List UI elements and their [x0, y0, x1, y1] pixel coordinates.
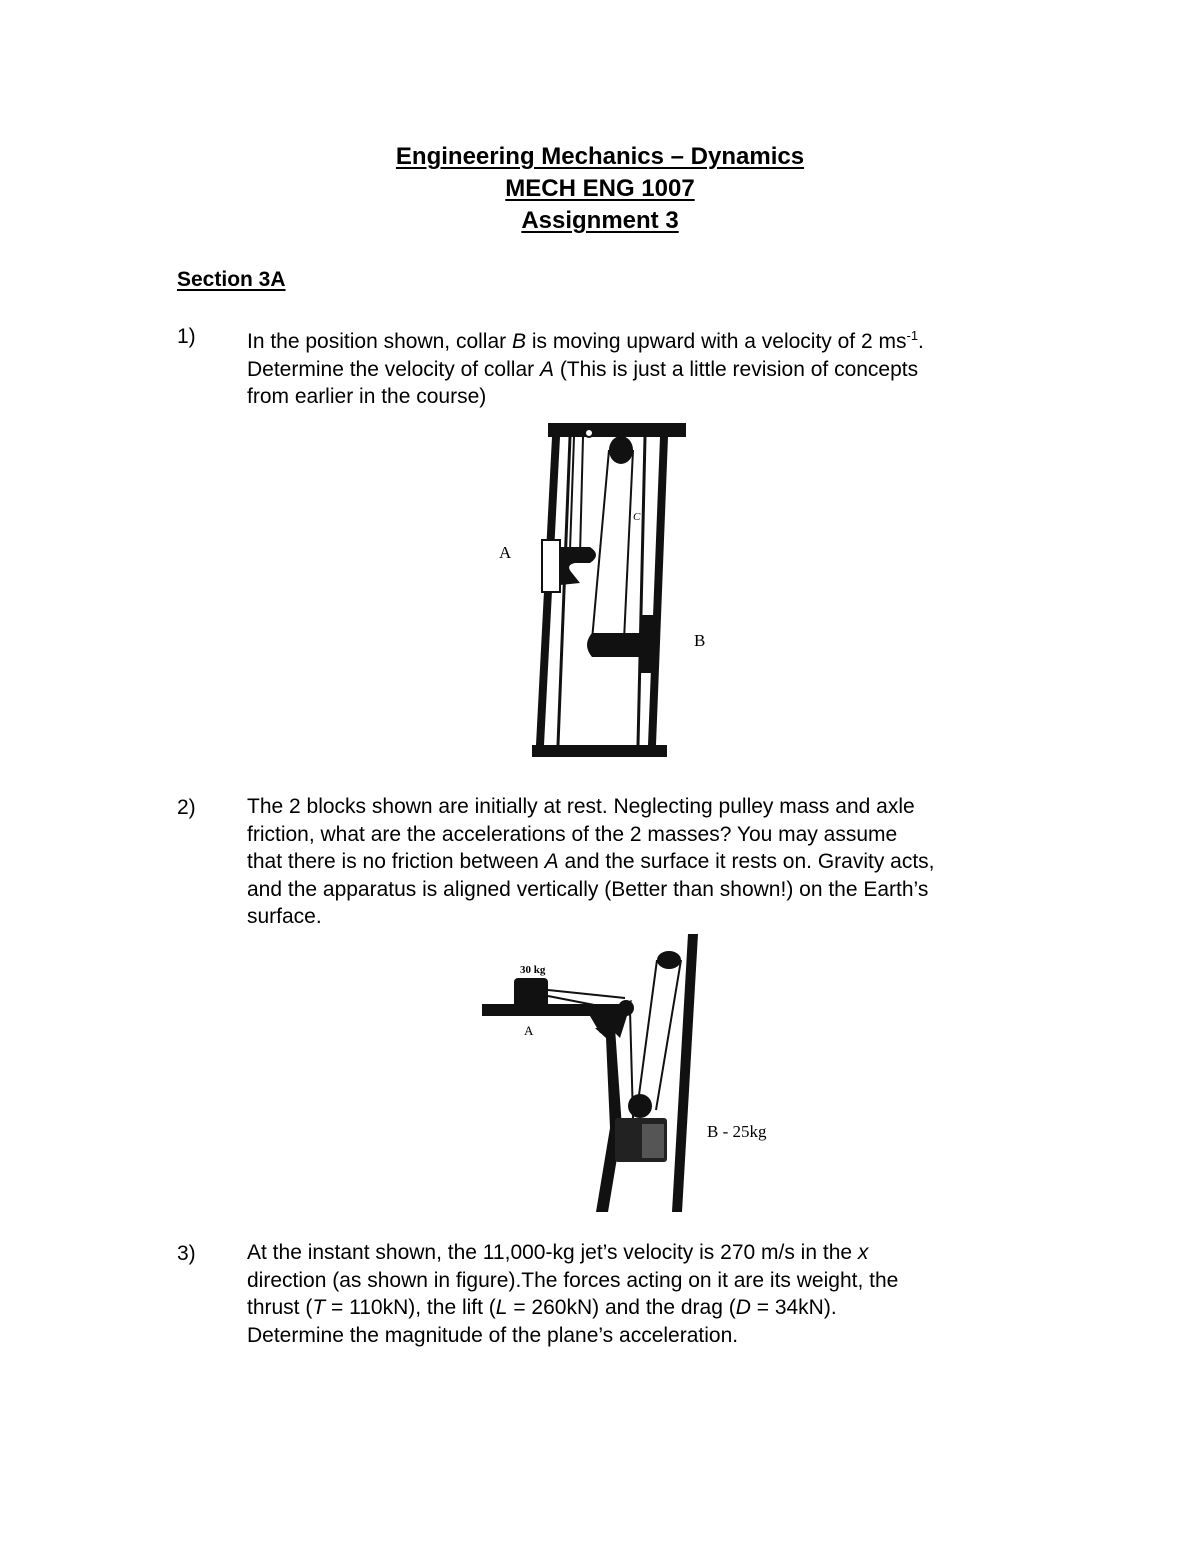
title-block — [0, 141, 1200, 237]
q3-text-part: = 110kN), the lift ( — [325, 1296, 496, 1319]
question-1-text — [247, 322, 1047, 411]
label-collar-a: A — [499, 543, 512, 562]
ledge-pulley — [618, 1000, 634, 1016]
label-block-a: A — [524, 1023, 534, 1038]
q1-var-b: B — [511, 330, 526, 353]
top-pulley — [609, 436, 633, 464]
label-block-b: B - 25kg — [707, 1122, 767, 1141]
q3-var-t: T — [312, 1296, 326, 1319]
course-code: MECH ENG 1007 — [505, 175, 695, 202]
label-collar-b: B — [694, 631, 706, 650]
question-3-text — [247, 1239, 1047, 1349]
q3-line-2: direction (as shown in figure).The forces acting on it are its weight, the — [247, 1268, 899, 1292]
q3-text-part: = 260kN) and the drag ( — [507, 1296, 736, 1319]
q2-line-5: surface. — [247, 905, 322, 928]
collar-b — [640, 615, 656, 673]
block-a — [514, 978, 548, 1008]
q2-line-1: The 2 blocks shown are initially at rest. Neglecting pulley mass and axle — [247, 795, 915, 818]
cord-horizontal — [548, 990, 625, 998]
q3-text-part: At the instant shown, the 11,000-kg jet’s velocity is 270 m/s in the — [247, 1241, 858, 1264]
right-wall — [672, 934, 698, 1212]
q1-text-part: is moving upward with a velocity of 2 ms — [526, 330, 907, 353]
question-3-number: 3) — [177, 1242, 196, 1265]
right-rail — [648, 437, 668, 745]
q1-text-part: In the position shown, collar — [247, 330, 512, 353]
section-title: Section 3A — [177, 268, 286, 291]
collar-a-pulley — [560, 547, 596, 585]
q1-text-part: (This is just a little revision of concepts — [553, 357, 919, 381]
q3-text-part: thrust ( — [247, 1296, 313, 1319]
q1-text-part: . — [918, 330, 924, 353]
label-mass-a: 30 kg — [520, 964, 546, 976]
q2-text-part: and the surface it rests on. Gravity acts, — [558, 850, 935, 873]
q2-var-a: A — [544, 850, 559, 873]
question-2-number: 2) — [177, 796, 196, 819]
figure-1 — [480, 415, 740, 765]
top-beam — [548, 423, 686, 437]
q3-line-4: Determine the magnitude of the plane’s acceleration. — [247, 1323, 739, 1347]
q2-line-2: friction, what are the accelerations of the 2 masses? You may assume — [247, 822, 898, 846]
collar-b-pulley — [587, 633, 640, 657]
document-title: Engineering Mechanics – Dynamics — [395, 143, 805, 170]
q3-var-d: D — [735, 1296, 751, 1319]
question-1-number: 1) — [177, 325, 196, 348]
q3-var-x: x — [857, 1241, 869, 1264]
collar-a — [542, 540, 560, 592]
top-pulley — [657, 951, 681, 969]
q1-text-part: Determine the velocity of collar — [247, 357, 540, 381]
label-c: C — [633, 511, 641, 523]
assignment-title: Assignment 3 — [521, 207, 679, 234]
q1-var-a: A — [539, 357, 554, 381]
figure-2 — [470, 928, 800, 1218]
q1-text-part: from earlier in the course) — [247, 385, 487, 408]
question-2-text — [247, 793, 1047, 931]
q1-superscript: -1 — [906, 328, 919, 343]
collar-pulley-diagram — [480, 415, 740, 765]
bottom-beam — [532, 745, 667, 757]
q2-text-part: that there is no friction between — [247, 850, 545, 873]
q3-text-part: = 34kN). — [750, 1296, 837, 1319]
q3-var-l: L — [495, 1296, 508, 1319]
q2-line-4: and the apparatus is aligned vertically (Better than shown!) on the Earth’s — [247, 877, 929, 901]
